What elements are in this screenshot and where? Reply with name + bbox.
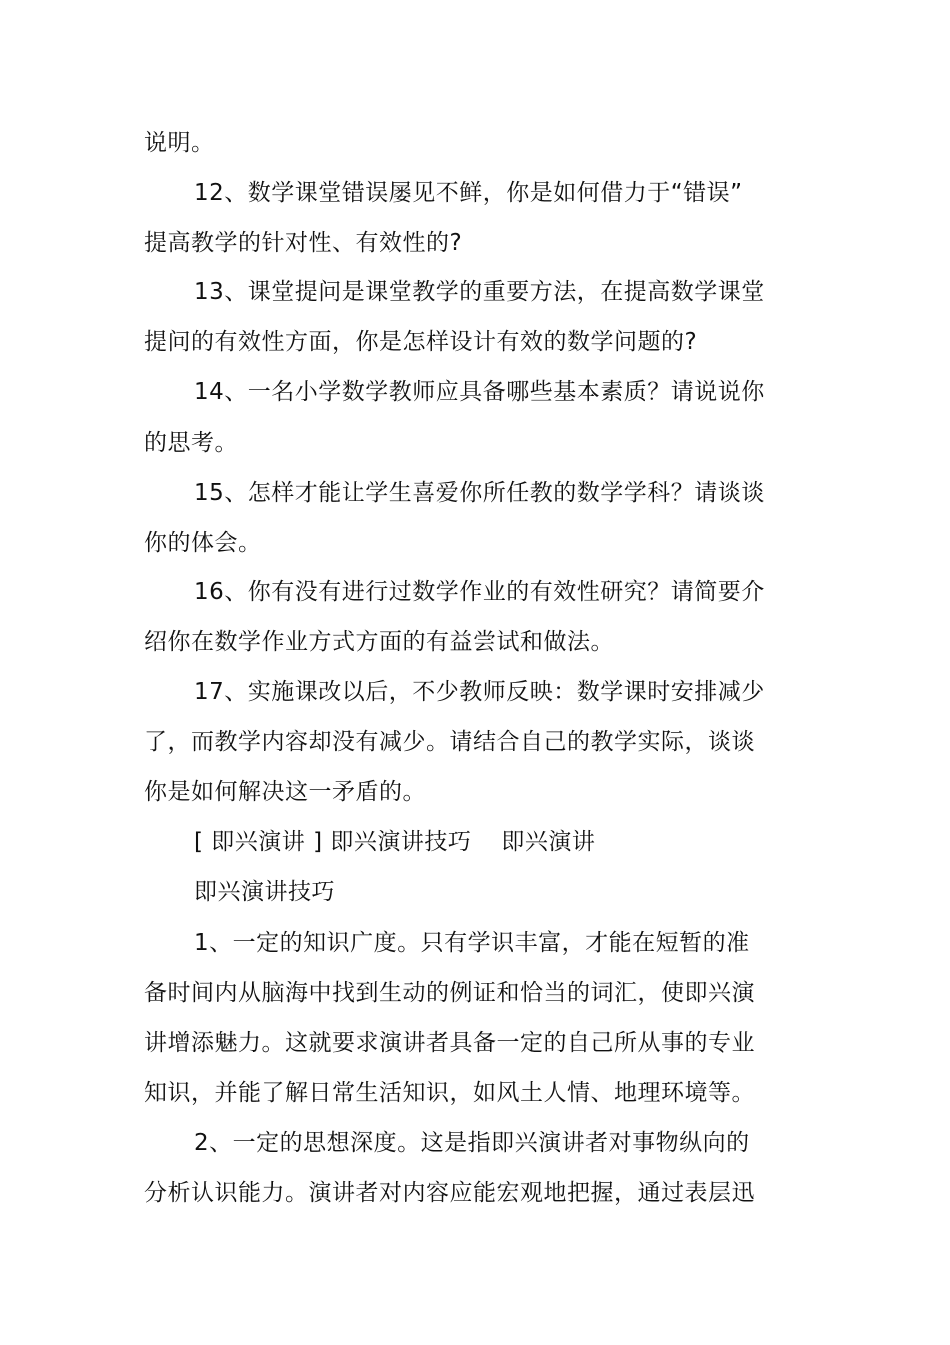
question-14-line-1: 14、一名小学数学教师应具备哪些基本素质？请说说你 xyxy=(194,379,765,405)
paragraph-1-line-1: 1、一定的知识广度。只有学识丰富，才能在短暂的准 xyxy=(194,930,750,956)
paragraph-1-line-3: 讲增添魅力。这就要求演讲者具备一定的自己所从事的专业 xyxy=(144,1030,755,1056)
text-line: 说明。 xyxy=(144,130,215,156)
heading-category: [ 即兴演讲 ] 即兴演讲技巧 xyxy=(194,829,472,855)
question-17-line-1: 17、实施课改以后，不少教师反映：数学课时安排减少 xyxy=(194,679,765,705)
section-title: 即兴演讲技巧 xyxy=(194,879,335,905)
question-13-line-2: 提问的有效性方面，你是怎样设计有效的数学问题的? xyxy=(144,329,698,355)
question-16-line-2: 绍你在数学作业方式方面的有益尝试和做法。 xyxy=(144,629,614,655)
question-15-line-2: 你的体会。 xyxy=(144,530,262,556)
question-13-line-1: 13、课堂提问是课堂教学的重要方法，在提高数学课堂 xyxy=(194,279,765,305)
paragraph-1-line-2: 备时间内从脑海中找到生动的例证和恰当的词汇，使即兴演 xyxy=(144,980,755,1006)
heading-topic: 即兴演讲 xyxy=(501,829,596,855)
paragraph-2-line-2: 分析认识能力。演讲者对内容应能宏观地把握，通过表层迅 xyxy=(144,1180,755,1206)
question-12-line-1: 12、数学课堂错误屡见不鲜，你是如何借力于“错误” xyxy=(194,180,743,206)
question-15-line-1: 15、怎样才能让学生喜爱你所任教的数学学科？请谈谈 xyxy=(194,480,765,506)
question-16-line-1: 16、你有没有进行过数学作业的有效性研究？请简要介 xyxy=(194,579,765,605)
question-17-line-2: 了，而教学内容却没有减少。请结合自己的教学实际，谈谈 xyxy=(144,729,755,755)
question-17-line-3: 你是如何解决这一矛盾的。 xyxy=(144,779,426,805)
article-heading xyxy=(194,827,814,857)
paragraph-1-line-4: 知识，并能了解日常生活知识，如风土人情、地理环境等。 xyxy=(144,1080,755,1106)
question-12-line-2: 提高教学的针对性、有效性的? xyxy=(144,230,463,256)
question-14-line-2: 的思考。 xyxy=(144,430,238,456)
paragraph-2-line-1: 2、一定的思想深度。这是指即兴演讲者对事物纵向的 xyxy=(194,1130,750,1156)
